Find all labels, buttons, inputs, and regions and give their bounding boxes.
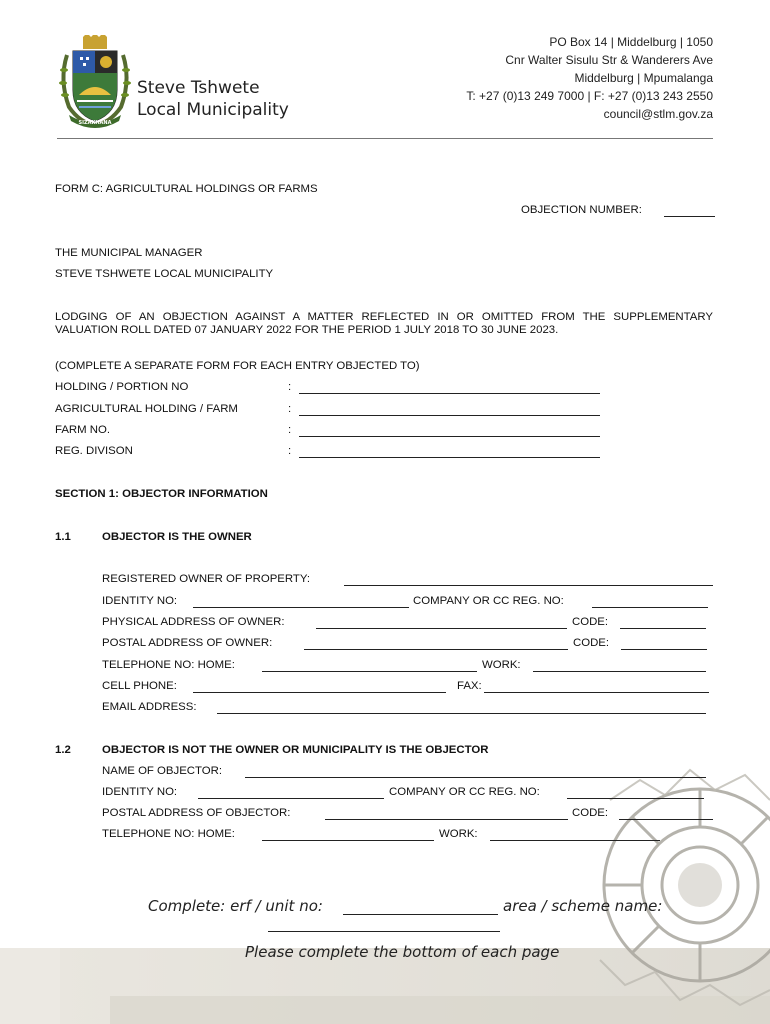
instruction-text: (COMPLETE A SEPARATE FORM FOR EACH ENTRY OBJECTED TO) (55, 360, 420, 372)
intro-paragraph: LODGING OF AN OBJECTION AGAINST A MATTER REFLECTED IN OR OMITTED FROM THE SUPPLEMENTARY VALUATION ROLL DATED 07 JANUARY 2022 FOR THE PERIOD 1 JULY 2018 TO 30 JUNE 2023. (55, 311, 713, 336)
objection-number-field[interactable] (664, 216, 715, 217)
farm-no-field[interactable] (299, 436, 600, 437)
agricultural-holding-field[interactable] (299, 415, 600, 416)
section-1-1-title: OBJECTOR IS THE OWNER (102, 531, 252, 543)
cell-phone-field[interactable] (193, 692, 446, 693)
header-divider (57, 138, 713, 139)
email-label: EMAIL ADDRESS: (102, 701, 197, 713)
telephone-home-label: TELEPHONE NO: HOME: (102, 659, 235, 671)
contact-street: Cnr Walter Sisulu Str & Wanderers Ave (505, 53, 713, 67)
objector-postal-field[interactable] (325, 819, 568, 820)
colon: : (288, 424, 292, 436)
identity-no-label: IDENTITY NO: (102, 595, 178, 607)
section-1-2-title: OBJECTOR IS NOT THE OWNER OR MUNICIPALITY IS THE OBJECTOR (102, 744, 489, 756)
footer-erf-label: Complete: erf / unit no: (148, 897, 323, 915)
postal-address-field[interactable] (304, 649, 568, 650)
objector-name-label: NAME OF OBJECTOR: (102, 765, 223, 777)
holding-portion-field[interactable] (299, 393, 600, 394)
holding-portion-label: HOLDING / PORTION NO (55, 381, 189, 393)
fax-field[interactable] (484, 692, 709, 693)
objector-work-field[interactable] (490, 840, 660, 841)
physical-address-label: PHYSICAL ADDRESS OF OWNER: (102, 616, 285, 628)
physical-code-field[interactable] (620, 628, 706, 629)
addressee-line-1: THE MUNICIPAL MANAGER (55, 247, 203, 259)
org-name-line-2: Local Municipality (137, 100, 289, 120)
contact-phone-fax: T: +27 (0)13 249 7000 | F: +27 (0)13 243 2550 (466, 89, 713, 103)
identity-no-field[interactable] (193, 607, 409, 608)
colon: : (288, 403, 292, 415)
contact-city: Middelburg | Mpumalanga (574, 71, 713, 85)
footer-bottom-note: Please complete the bottom of each page (245, 943, 560, 961)
objector-code-field[interactable] (619, 819, 713, 820)
email-field[interactable] (217, 713, 706, 714)
org-name-line-1: Steve Tshwete (137, 78, 260, 98)
footer-erf-field[interactable] (343, 914, 498, 915)
objector-name-field[interactable] (245, 777, 706, 778)
objector-work-label: WORK: (439, 828, 478, 840)
footer-area-field[interactable] (268, 931, 500, 932)
objection-number-label: OBJECTION NUMBER: (521, 204, 642, 216)
physical-code-label: CODE: (572, 616, 609, 628)
registered-owner-field[interactable] (344, 585, 713, 586)
colon: : (288, 445, 292, 457)
agricultural-holding-label: AGRICULTURAL HOLDING / FARM (55, 403, 238, 415)
postal-address-label: POSTAL ADDRESS OF OWNER: (102, 637, 273, 649)
objector-identity-label: IDENTITY NO: (102, 786, 178, 798)
section-1-1-number: 1.1 (55, 531, 71, 543)
contact-address: PO Box 14 | Middelburg | 1050 (549, 35, 713, 49)
fax-label: FAX: (457, 680, 482, 692)
farm-no-label: FARM NO. (55, 424, 111, 436)
work-phone-field[interactable] (533, 671, 706, 672)
objector-company-reg-field[interactable] (567, 798, 704, 799)
company-reg-label: COMPANY OR CC REG. NO: (413, 595, 564, 607)
colon: : (288, 381, 292, 393)
objector-telephone-field[interactable] (262, 840, 434, 841)
registered-owner-label: REGISTERED OWNER OF PROPERTY: (102, 573, 311, 585)
physical-address-field[interactable] (316, 628, 567, 629)
telephone-home-field[interactable] (262, 671, 477, 672)
section-1-2-number: 1.2 (55, 744, 71, 756)
objector-postal-label: POSTAL ADDRESS OF OBJECTOR: (102, 807, 291, 819)
objector-code-label: CODE: (572, 807, 609, 819)
objector-identity-field[interactable] (198, 798, 384, 799)
objector-company-reg-label: COMPANY OR CC REG. NO: (389, 786, 540, 798)
cell-phone-label: CELL PHONE: (102, 680, 177, 692)
footer-area-label: area / scheme name: (503, 897, 663, 915)
company-reg-field[interactable] (592, 607, 708, 608)
postal-code-field[interactable] (621, 649, 707, 650)
addressee-line-2: STEVE TSHWETE LOCAL MUNICIPALITY (55, 268, 274, 280)
postal-code-label: CODE: (573, 637, 610, 649)
contact-email[interactable]: council@stlm.gov.za (603, 107, 713, 121)
reg-division-field[interactable] (299, 457, 600, 458)
reg-division-label: REG. DIVISON (55, 445, 133, 457)
objector-telephone-label: TELEPHONE NO: HOME: (102, 828, 235, 840)
section-1-title: SECTION 1: OBJECTOR INFORMATION (55, 488, 268, 500)
work-phone-label: WORK: (482, 659, 521, 671)
municipal-crest-logo (55, 35, 135, 130)
form-title: FORM C: AGRICULTURAL HOLDINGS OR FARMS (55, 183, 318, 195)
crest-motto: SIZAKHANA (78, 120, 112, 126)
